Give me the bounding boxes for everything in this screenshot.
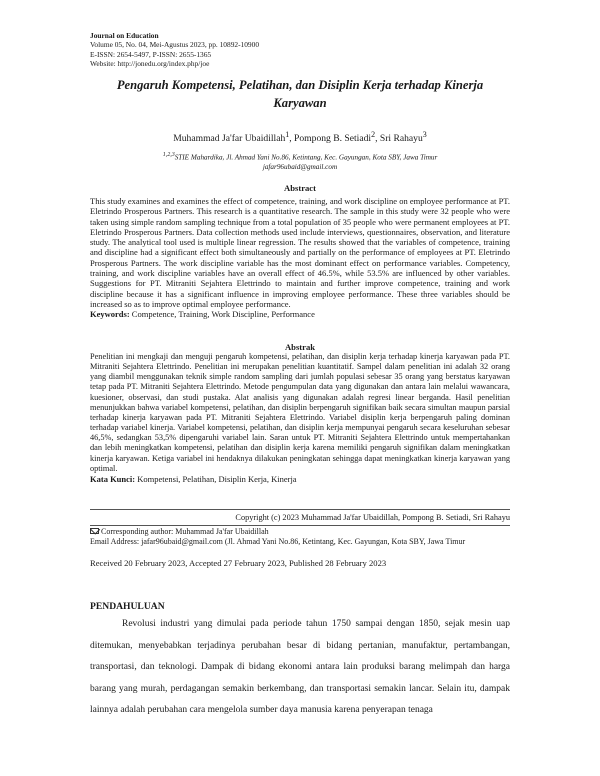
- received-dates: Received 20 February 2023, Accepted 27 February 2023, Published 28 February 2023: [90, 558, 387, 568]
- author-2: Pompong B. Setiadi: [294, 133, 372, 145]
- divider-bottom: [90, 525, 510, 526]
- abstract-en: [90, 196, 510, 320]
- copyright-line: Copyright (c) 2023 Muhammad Ja'far Ubaidillah, Pompong B. Setiadi, Sri Rahayu: [235, 513, 510, 522]
- affiliation-email[interactable]: jafar96ubaid@gmail.com: [262, 162, 338, 171]
- paper-title: Pengaruh Kompetensi, Pelatihan, dan Disiplin Kerja terhadap Kinerja Karyawan: [116, 78, 484, 110]
- journal-website[interactable]: Website: http://jonedu.org/index.php/joe: [90, 59, 210, 69]
- corresponding-author: Corresponding author: Muhammad Ja'far Ubaidillah: [101, 527, 269, 536]
- abstract-id-text: Penelitian ini mengkaji dan menguji pengaruh kompetensi, pelatihan, dan disiplin kerja terhadap kinerja karyawan pada PT. Mitraniti Sejahtera Elettrindo. Penelitian ini merupakan penelitian kuantitatif. Sampel dalam penelitian ini adalah 32 orang yang diambil menggunakan teknik simple random sampling dari jumlah populasi sebesar 35 orang yang berstatus karyawan tetap pada PT. Mitraniti Sejahtera Elettrindo. Metode pengumpulan data yang digunakan dan antara lain melalui wawancara, kuesioner, observasi, dan studi pustaka. Alat analisis yang digunakan adalah regresi linear berganda. Hasil penelitian menunjukkan bahwa variabel kompetensi, pelatihan, dan disiplin berpengaruh signifikan baik secara simultan maupun parsial terhadap kinerja karyawan pada PT. Mitraniti Sejahtera Elettrindo. Variabel disiplin kerja berpengaruh paling dominan terhadap variabel kinerja. Variabel kompetensi, pelatihan, dan disiplin kerja mempunyai pengaruh secara keseluruhan sebesar 46,5%, sedangkan 53,5% dipengaruhi variabel lain. Saran untuk PT. Mitraniti Sejahtera Elettrindo untuk mempertahankan dan lebih meningkatkan kompetensi, pelatihan dan disiplin kerja karena memiliki pengaruh signifikan dalam meningkatkan kinerja karyawan. Ketiga variabel ini hendaknya dilakukan peningkatan sehingga dapat meningkatkan kinerja karyawan yang optimal.: [90, 352, 510, 473]
- divider-top: [90, 509, 510, 510]
- author-3: Sri Rahayu: [379, 133, 423, 145]
- author-1-sup: 1: [285, 130, 290, 139]
- journal-issn: E-ISSN: 2654-5497, P-ISSN: 2655-1365: [90, 49, 212, 59]
- keywords-en: [90, 309, 510, 319]
- keywords-id: [90, 474, 510, 484]
- keywords-id-label: Kata Kunci:: [90, 473, 136, 484]
- author-list: Muhammad Ja'far Ubaidillah$^1$, Pompong B. Setiadi$^2$, Sri Rahayu$^3$: [173, 130, 427, 145]
- abstract-id: [90, 352, 510, 484]
- correspondence-email: Email Address: jafar96ubaid@gmail.com (Jl. Ahmad Yani No.86, Ketintang, Kec. Gayungan, Kota SBY, Jawa Timur: [90, 537, 466, 547]
- abstract-en-text: This study examines and examines the effect of competence, training, and work discipline on employee performance at PT. Eletrindo Prosperous Partners. This research is a quantitative research. The sample in this study were 32 people who were taken using simple random sampling technique from a total population of 35 people who were permanent employees at PT. Eletrindo Prosperous Partners. Data collection methods used include interviews, questionnaires, observation, and literature study. The analytical tool used is multiple linear regression. The results showed that the variables of competence, training and discipline had a significant effect both simultaneously and partially on the performance of employees at PT. Eletrindo Prosperous Partners. The work discipline variable has the most dominant effect on performance variables. Competency, training, and work discipline variables have an overall effect of 46.5%, while 53.5% are influenced by other variables. Suggestions for PT. Mitraniti Sejahtera Elettrindo to maintain and further improve competence, training and work discipline because it has a significant influence in improving employee performance. These three variables should be increased so as to improve optimal employee performance.: [90, 196, 510, 309]
- journal-header: [90, 31, 510, 69]
- author-1: Muhammad Ja'far Ubaidillah: [173, 133, 286, 145]
- affiliation-sup: 1,2,3: [162, 152, 175, 158]
- abstract-id-heading: Abstrak: [284, 342, 316, 352]
- keywords-id-list: Kompetensi, Pelatihan, Disiplin Kerja, Kinerja: [137, 473, 297, 484]
- intro-paragraph: Revolusi industri yang dimulai pada periode tahun 1750 sampai dengan 1850, sejak mesin uap ditemukan, menyebabkan terjadinya perubahan besar di bidang pertanian, manufaktur, pertambangan, transportasi, dan teknologi. Dampak di bidang ekonomi antara lain produksi barang melimpah dan harga barang yang murah, perdagangan semakin berkembang, dan transportasi semakin lancar. Selain itu, dampak lainnya adalah perubahan cara mengelola sumber daya manusia karena penyerapan tenaga: [90, 619, 510, 715]
- author-3-sup: 3: [422, 130, 427, 139]
- abstract-en-heading: Abstract: [284, 183, 316, 193]
- keywords-en-list: Competence, Training, Work Discipline, Performance: [131, 309, 315, 320]
- envelope-icon: [90, 528, 99, 535]
- journal-name: Journal on Education: [90, 31, 159, 40]
- affiliation: [90, 151, 510, 172]
- keywords-en-label: Keywords:: [90, 309, 130, 320]
- correspondence: [90, 527, 510, 547]
- affiliation-line: STIE Mahardika, Jl. Ahmad Yani No.86, Ketintang, Kec. Gayungan, Kota SBY, Jawa Timur: [174, 153, 438, 162]
- journal-volume: Volume 05, No. 04, Mei-Agustus 2023, pp. 10892-10900: [90, 40, 260, 50]
- section-heading: PENDAHULUAN: [90, 601, 165, 612]
- author-2-sup: 2: [371, 130, 376, 139]
